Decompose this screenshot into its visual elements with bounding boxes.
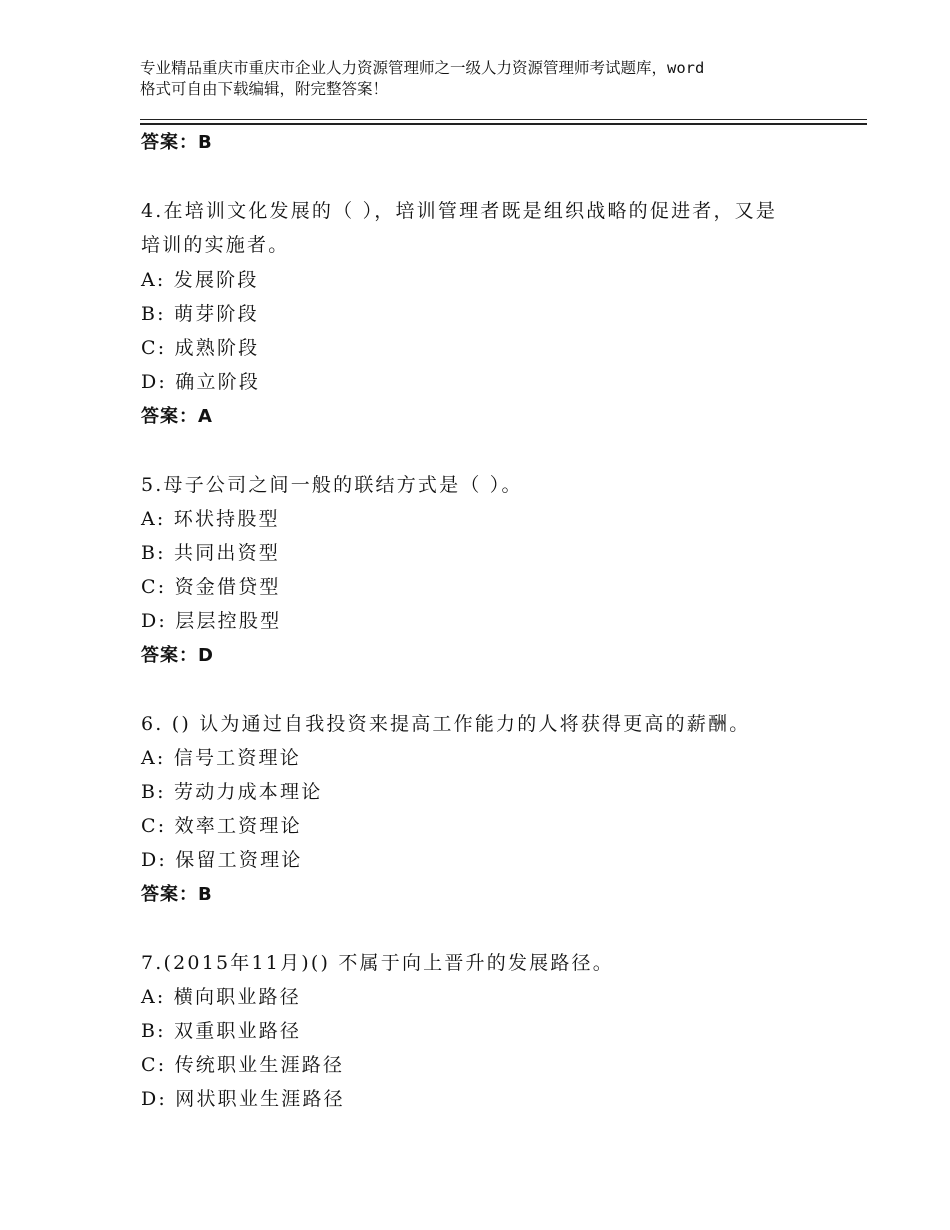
q6-option-a: A: 信号工资理论 bbox=[141, 747, 301, 769]
q4-stem-line-2: 培训的实施者。 bbox=[141, 234, 290, 256]
q6-answer: 答案：B bbox=[141, 884, 213, 905]
q7-stem: 7.(2015年11月)() 不属于向上晋升的发展路径。 bbox=[141, 952, 614, 974]
q4-stem bbox=[141, 194, 831, 262]
q5-stem: 5.母子公司之间一般的联结方式是（ ）。 bbox=[141, 474, 523, 496]
q6-option-d: D: 保留工资理论 bbox=[141, 849, 303, 871]
q5-option-d: D: 层层控股型 bbox=[141, 610, 282, 632]
q3-answer: 答案：B bbox=[141, 132, 213, 153]
q5-answer: 答案：D bbox=[141, 645, 214, 666]
q4-option-d: D: 确立阶段 bbox=[141, 371, 261, 393]
header-rule-thick bbox=[140, 123, 867, 125]
header-rule-thin bbox=[140, 119, 867, 120]
q5-option-b: B: 共同出资型 bbox=[141, 542, 281, 564]
q5-option-c: C: 资金借贷型 bbox=[141, 576, 281, 598]
q5-option-a: A: 环状持股型 bbox=[141, 508, 280, 530]
q4-option-a: A: 发展阶段 bbox=[141, 269, 259, 291]
header-line-1: 专业精品重庆市重庆市企业人力资源管理师之一级人力资源管理师考试题库，word bbox=[140, 59, 705, 77]
q7-option-a: A: 横向职业路径 bbox=[141, 986, 301, 1008]
q4-option-b: B: 萌芽阶段 bbox=[141, 303, 259, 325]
q4-option-c: C: 成熟阶段 bbox=[141, 337, 260, 359]
header-line-2: 格式可自由下载编辑，附完整答案！ bbox=[140, 80, 389, 98]
q7-option-c: C: 传统职业生涯路径 bbox=[141, 1054, 345, 1076]
q6-option-c: C: 效率工资理论 bbox=[141, 815, 302, 837]
q6-option-b: B: 劳动力成本理论 bbox=[141, 781, 323, 803]
q6-stem: 6. () 认为通过自我投资来提高工作能力的人将获得更高的薪酬。 bbox=[141, 713, 751, 735]
q4-stem-line-1: 4.在培训文化发展的（ ），培训管理者既是组织战略的促进者，又是 bbox=[141, 200, 778, 222]
q7-option-d: D: 网状职业生涯路径 bbox=[141, 1088, 345, 1110]
q4-answer: 答案：A bbox=[141, 406, 213, 427]
q7-option-b: B: 双重职业路径 bbox=[141, 1020, 302, 1042]
document-header bbox=[140, 58, 830, 100]
